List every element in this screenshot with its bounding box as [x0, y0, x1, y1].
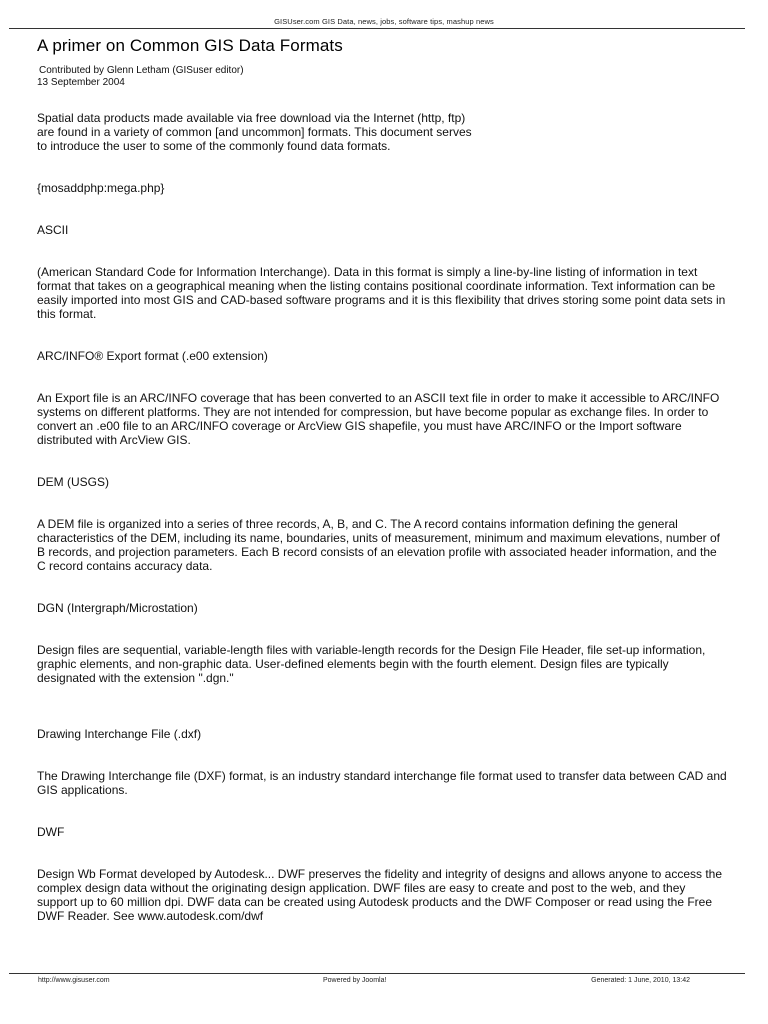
macro-placeholder: {mosaddphp:mega.php}: [37, 181, 165, 195]
section-body: A DEM file is organized into a series of three records, A, B, and C. The A record contains information defining the general characteristics of the DEM, including its name, boundaries, units of measurement, minimum and maximum elevations, number of B records, and projection parameters. Each B record consists of an elevation profile with associated header information, and the C record contains accuracy data.: [37, 517, 720, 573]
footer-powered-by: Powered by Joomla!: [323, 977, 387, 984]
footer-divider: [9, 973, 745, 974]
page-header: GISUser.com GIS Data, news, jobs, software tips, mashup news: [274, 17, 494, 26]
section-heading: DEM (USGS): [37, 475, 109, 489]
section-heading: Drawing Interchange File (.dxf): [37, 727, 202, 741]
article-byline: Contributed by Glenn Letham (GISuser editor): [39, 65, 244, 76]
article-date: 13 September 2004: [37, 77, 125, 88]
section-heading: ARC/INFO® Export format (.e00 extension): [37, 349, 268, 363]
section-body: (American Standard Code for Information Interchange). Data in this format is simply a line-by-line listing of information in text format that takes on a geographical meaning when the listing contains positional coordinate information. Text information can be easily imported into most GIS and CAD-based software programs and it is this flexibility that drives storing some point data sets in this format.: [37, 265, 726, 321]
footer-generated-date: Generated: 1 June, 2010, 13:42: [591, 977, 690, 984]
intro-paragraph: Spatial data products made available via free download via the Internet (http, ftp) are found in a variety of common [and uncommon] formats. This document serves to introduce the user to some of the commonly found data formats.: [37, 111, 472, 153]
section-body: Design files are sequential, variable-length files with variable-length records for the Design File Header, file set-up information, graphic elements, and non-graphic data. User-defined elements begin with the fourth element. Design files are typically designated with the extension ".dgn.": [37, 643, 706, 685]
section-body: The Drawing Interchange file (DXF) format, is an industry standard interchange file format used to transfer data between CAD and GIS applications.: [37, 769, 727, 797]
section-body: Design Wb Format developed by Autodesk... DWF preserves the fidelity and integrity of designs and allows anyone to access the complex design data without the originating design application. DWF files are easy to create and post to the web, and they support up to 60 million dpi. DWF data can be created using Autodesk products and the DWF Composer or read using the Free DWF Reader. See www.autodesk.com/dwf: [37, 867, 723, 923]
header-divider: [9, 28, 745, 29]
section-heading: ASCII: [37, 223, 69, 237]
article-body: [37, 111, 727, 923]
page-footer: [38, 977, 690, 987]
footer-url-link[interactable]: http://www.gisuser.com: [38, 977, 110, 984]
article-title: A primer on Common GIS Data Formats: [37, 36, 343, 55]
section-heading: DWF: [37, 825, 65, 839]
section-heading: DGN (Intergraph/Microstation): [37, 601, 198, 615]
section-body: An Export file is an ARC/INFO coverage that has been converted to an ASCII text file in order to make it accessible to ARC/INFO systems on different platforms. They are not intended for compression, but have become popular as exchange files. In order to convert an .e00 file to an ARC/INFO coverage or ArcView GIS shapefile, you must have ARC/INFO or the Import software distributed with ArcView GIS.: [37, 391, 720, 447]
